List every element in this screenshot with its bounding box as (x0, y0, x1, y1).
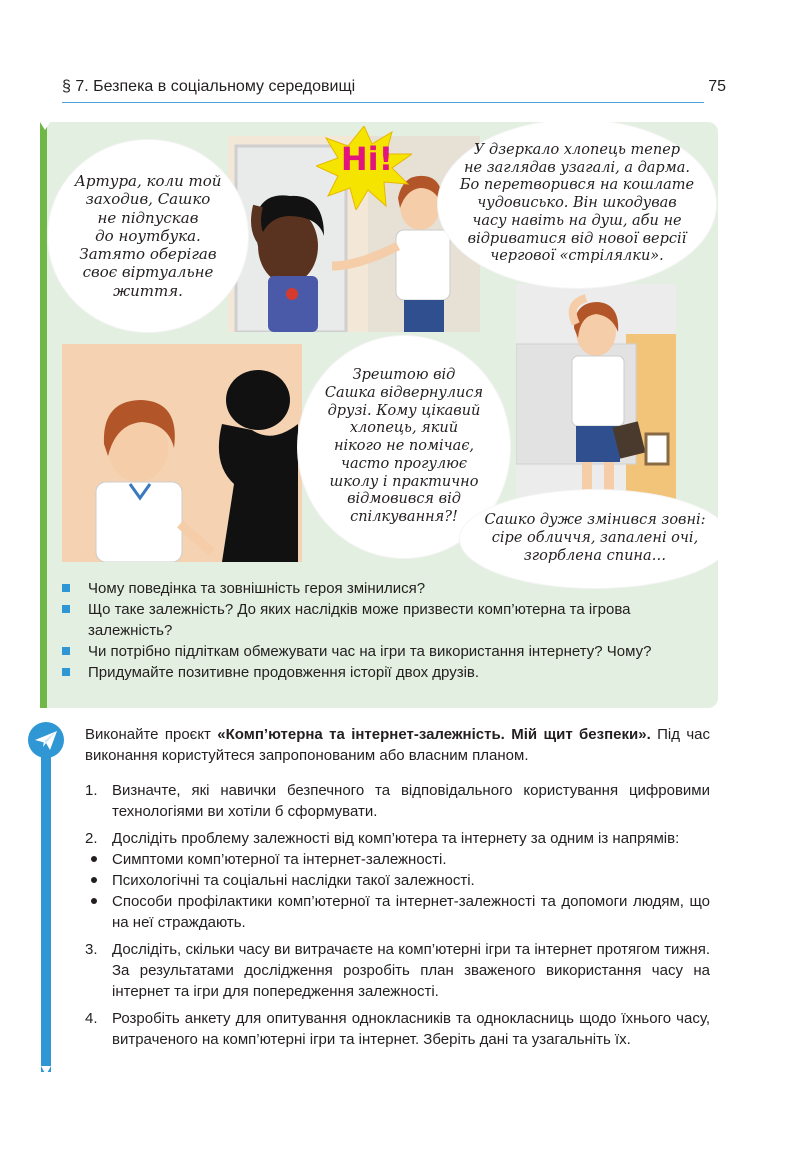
speech-bubble-3-text: Зрештою від Сашка відвернулися друзі. Кому цікавий хлопець, який нікого не помічає, часто прогулює школу і практично відмовився від спілкування?! (324, 367, 484, 525)
project-title: «Комп’ютерна та інтернет-залежність. Мій щит безпеки». (217, 726, 651, 743)
project-bar-triangle-icon (41, 1066, 51, 1075)
paper-plane-icon-svg (28, 722, 64, 758)
project-intro (85, 724, 710, 766)
step-number: 4. (85, 1010, 98, 1027)
question-item: Чи потрібно підліткам обмежувати час на ігри та використання інтернету? Чому? (60, 641, 710, 662)
speech-bubble-4 (460, 490, 718, 588)
step-item (85, 780, 710, 822)
sub-bullet-item: Способи профілактики комп’ютерної та інтернет-залежності та допомоги людям, що на неї страждають. (85, 891, 710, 933)
speech-bubble-1 (48, 140, 248, 332)
step-number: 2. (85, 830, 98, 847)
speech-bubble-4-text: Сашко дуже змінився зовні: сіре обличчя, запалені очі, згорблена спина… (484, 512, 706, 564)
intro-start: Виконайте проєкт (85, 726, 218, 743)
step-number: 1. (85, 782, 98, 799)
step-text: Дослідіть, скільки часу ви витрачаєте на комп’ютерні ігри та інтернет протягом тижня. За результатами дослідження розробіть план зваженого використання часу на інтернет та ігри для попередження залежності. (112, 941, 710, 1000)
project-steps (85, 780, 710, 1056)
step-item (85, 939, 710, 1002)
comic-frame-3-illustration (516, 284, 676, 508)
intro-end: Під час виконання користуйтеся запропонованим або власним планом. (85, 726, 710, 764)
step-text: Визначте, які навички безпечного та відповідального користування цифровими технологіями ви хотіли б сформувати. (112, 782, 710, 820)
project-accent-bar (41, 740, 51, 1072)
sub-bullet-item: Психологічні та соціальні наслідки такої залежності. (85, 870, 710, 891)
step-item (85, 1008, 710, 1050)
paper-plane-icon (28, 722, 64, 758)
step-text: Дослідіть проблему залежності від комп’ютера та інтернету за одним із напрямів: (112, 830, 680, 847)
comic-frame-2-illustration (62, 344, 302, 562)
discussion-questions (60, 578, 710, 683)
step-text: Розробіть анкету для опитування однокласників та однокласниць щодо їхнього часу, витраченого на комп’ютерні ігри та інтернет. Зберіть дані та узагальніть їх. (112, 1010, 710, 1048)
panel-accent-bar (40, 122, 47, 708)
page-header (62, 78, 726, 104)
section-title: § 7. Безпека в соціальному середовищі (62, 78, 356, 95)
speech-bubble-1-text: Артура, коли той заходив, Сашко не підпускав до ноутбука. Затято оберігав своє віртуальне життя. (74, 171, 222, 300)
step-sub-bullets (85, 849, 710, 933)
comic-frame-2 (62, 344, 302, 562)
step-number: 3. (85, 941, 98, 958)
speech-bubble-2-text: У дзеркало хлопець тепер не заглядав узагалі, а дарма. Бо перетворився на кошлате чудовисько. Він шкодував часу навіть на душ, аби не відриватися від нової версії чергової «стрілялки». (459, 142, 695, 265)
question-item: Що таке залежність? До яких наслідків може призвести комп’ютерна та ігрова залежність? (60, 599, 710, 641)
header-rule (62, 102, 704, 103)
comic-frame-3 (516, 284, 676, 508)
speech-bubble-2 (438, 122, 716, 288)
question-item: Придумайте позитивне продовження історії двох друзів. (60, 662, 710, 683)
sub-bullet-item: Симптоми комп’ютерної та інтернет-залежності. (85, 849, 710, 870)
page-number: 75 (708, 78, 726, 95)
panel-triangle-icon (40, 122, 50, 130)
exclamation-text: Ні! (340, 140, 394, 178)
step-item (85, 828, 710, 933)
question-item: Чому поведінка та зовнішність героя змінилися? (60, 578, 710, 599)
